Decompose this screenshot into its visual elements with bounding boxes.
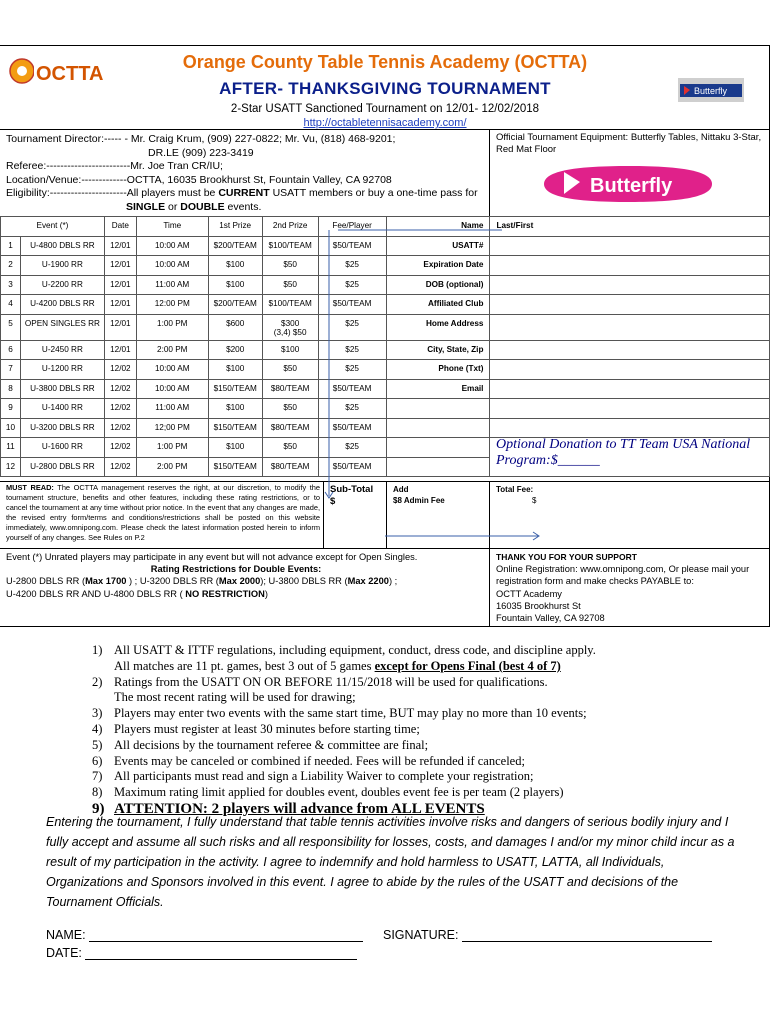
event-date: 12/02 <box>104 457 136 477</box>
second-prize: $80/TEAM <box>262 457 318 477</box>
event-time: 10:00 AM <box>136 379 208 399</box>
mail-city: Fountain Valley, CA 92708 <box>496 613 605 624</box>
entry-fee: $50/TEAM <box>318 418 386 438</box>
rule-number: 4) <box>92 721 103 736</box>
total-fee-label: Total Fee: <box>496 485 534 494</box>
page-title: Orange County Table Tennis Academy (OCTTA) <box>182 52 588 72</box>
list-item <box>92 706 732 722</box>
second-prize: $50 <box>262 275 318 295</box>
event-time: 11:00 AM <box>136 399 208 419</box>
event-date: 12/02 <box>104 418 136 438</box>
first-prize: $150/TEAM <box>208 379 262 399</box>
first-prize: $100 <box>208 360 262 380</box>
event-time: 1:00 PM <box>136 438 208 458</box>
rule-text: Players may enter two events with the same start time, BUT may play no more than 10 events; <box>114 706 587 721</box>
rule-text: Players must register at least 30 minutes before starting time; <box>114 721 420 736</box>
second-prize: $80/TEAM <box>262 418 318 438</box>
event-name: U-1200 RR <box>20 360 104 380</box>
second-prize: $50 <box>262 438 318 458</box>
rule-number: 6) <box>92 753 103 768</box>
rule-number: 3) <box>92 706 103 721</box>
entry-fee: $25 <box>318 314 386 340</box>
restr-text: ) <box>264 588 268 599</box>
row-num: 3 <box>1 275 21 295</box>
event-name: U-2800 DBLS RR <box>20 457 104 477</box>
restr-text: ) ; U-3200 DBLS RR ( <box>126 576 219 587</box>
admin-fee-amount: $8 Admin Fee <box>393 496 445 505</box>
event-time: 11:00 AM <box>136 275 208 295</box>
event-time: 10:00 AM <box>136 236 208 256</box>
restr-max-2000: Max 2000 <box>218 576 261 587</box>
row-num: 1 <box>1 236 21 256</box>
entry-fee: $50/TEAM <box>318 236 386 256</box>
rule-text: All matches are 11 pt. games, best 3 out of 5 games <box>114 658 375 673</box>
attention-text: ATTENTION: 2 players will advance from ALL EVENTS <box>114 800 485 817</box>
list-item <box>92 643 732 659</box>
list-item <box>92 785 732 801</box>
second-prize: $80/TEAM <box>262 379 318 399</box>
first-prize: $100 <box>208 275 262 295</box>
list-item <box>92 690 732 706</box>
rule-opens-final: except for Opens Final (best 4 of 7) <box>374 658 561 673</box>
event-date: 12/02 <box>104 379 136 399</box>
field-label-address: Home Address <box>386 314 490 340</box>
event-name: U-2200 RR <box>20 275 104 295</box>
row-num: 12 <box>1 457 21 477</box>
rule-number: 1) <box>92 643 103 657</box>
entry-fee: $25 <box>318 340 386 360</box>
date-line[interactable] <box>85 947 357 960</box>
referee-line: Referee:------------------------Mr. Joe Tran CR/IU; <box>6 160 223 172</box>
name-line[interactable] <box>89 929 363 942</box>
signature-line[interactable] <box>462 929 712 942</box>
rule-text: Maximum rating limit applied for doubles event, doubles event fee is per team (2 players) <box>114 785 564 800</box>
eligibility-text: Eligibility:----------------------All players must be <box>6 187 219 199</box>
tournament-name: AFTER- THANKSGIVING TOURNAMENT <box>219 79 551 98</box>
admin-fee-add: Add <box>393 485 409 494</box>
must-read-label: MUST READ: <box>6 483 54 492</box>
octta-logo-text: OCTTA <box>36 63 104 85</box>
event-date: 12/02 <box>104 360 136 380</box>
rating-restrictions-line-2 <box>6 588 486 600</box>
row-num: 5 <box>1 314 21 340</box>
second-prize: $100 <box>262 340 318 360</box>
rating-restrictions-title: Rating Restrictions for Double Events: <box>150 564 322 575</box>
must-read-text: The OCTTA management reserves the right, at our discretion, to modify the tournament structure, benefits and other features, including these rating restrictions, or to cancel the tournament at any time without prior notice. In the event that any changes are made, the revised entry form/terms and conditions/restrictions shall be posted on this website immediately, www.omnipong.com. Please check the latest information posted herein to inform yourself of any changes. See Rules on P.2 <box>6 483 320 543</box>
restr-text: ) ; <box>388 576 398 587</box>
rule-text: All participants must read and sign a Liability Waiver to complete your registration; <box>114 769 534 784</box>
list-item <box>92 738 732 754</box>
row-num: 6 <box>1 340 21 360</box>
second-prize: $50 <box>262 360 318 380</box>
entry-fee: $25 <box>318 399 386 419</box>
event-date: 12/01 <box>104 314 136 340</box>
rule-number: 2) <box>92 674 103 689</box>
mail-street: 16035 Brookhurst St <box>496 600 581 611</box>
date-label: DATE: <box>46 946 82 960</box>
rule-text: The most recent rating will be used for drawing; <box>114 690 356 705</box>
first-prize: $200/TEAM <box>208 236 262 256</box>
eligibility-current: CURRENT <box>218 187 270 199</box>
name-label: NAME: <box>46 928 86 942</box>
subtotal-label: Sub-Total <box>330 484 374 495</box>
first-prize: $100 <box>208 399 262 419</box>
header-fee: Fee/Player <box>318 217 386 237</box>
entry-fee: $50/TEAM <box>318 457 386 477</box>
restr-max-2200: Max 2200 <box>347 576 389 587</box>
event-name: U-1900 RR <box>20 256 104 276</box>
field-label-city: City, State, Zip <box>386 340 490 360</box>
restr-text: U-4200 DBLS RR AND U-4800 DBLS RR ( <box>6 588 186 599</box>
first-prize: $150/TEAM <box>208 418 262 438</box>
entry-fee: $50/TEAM <box>318 379 386 399</box>
eligibility-single: SINGLE <box>126 200 166 213</box>
rule-text: All USATT & ITTF regulations, including equipment, conduct, dress code, and discipline apply. <box>114 643 596 657</box>
event-time: 12;00 PM <box>136 418 208 438</box>
rules-list <box>92 643 732 818</box>
row-num: 7 <box>1 360 21 380</box>
field-label-usatt: USATT# <box>386 236 490 256</box>
field-label-club: Affiliated Club <box>386 295 490 315</box>
signature-label: SIGNATURE: <box>383 928 459 942</box>
event-time: 10:00 AM <box>136 360 208 380</box>
field-label-phone: Phone (Txt) <box>386 360 490 380</box>
row-num: 4 <box>1 295 21 315</box>
header-date: Date <box>104 217 136 237</box>
first-prize: $600 <box>208 314 262 340</box>
event-name: U-3200 DBLS RR <box>20 418 104 438</box>
registration-info: Online Registration: www.omnipong.com, Or please mail your registration form and make checks PAYABLE to: <box>496 564 750 587</box>
eligibility-text-2: USATT members or buy a one-time pass for <box>269 187 478 199</box>
list-item <box>92 675 732 691</box>
donation-text: Optional Donation to TT Team USA National Program:$______ <box>496 437 751 468</box>
entry-fee: $50/TEAM <box>318 295 386 315</box>
payee: OCTT Academy <box>496 588 562 599</box>
row-num: 9 <box>1 399 21 419</box>
entry-fee: $25 <box>318 360 386 380</box>
entry-fee: $25 <box>318 275 386 295</box>
list-item <box>92 659 732 675</box>
row-num: 11 <box>1 438 21 458</box>
restr-none: NO RESTRICTION <box>185 588 265 599</box>
header-first-prize: 1st Prize <box>208 217 262 237</box>
entry-fee: $25 <box>318 438 386 458</box>
event-notes <box>6 551 486 600</box>
liability-waiver: Entering the tournament, I fully understand that table tennis activities involve risks and dangers of serious bodily injury and I fully accept and assume all such risks and all responsibility for losses, costs, and damages I and/or my minor child incur as a result of my participation in the activity. I agree to indemnify and hold harmless to USATT, LATTA, all Individuals, Organizations and Sponsors involved in this event. I agree to abide by the rules of the USATT and decisions of the Tournament Officials. <box>46 815 735 909</box>
entry-fee: $25 <box>318 256 386 276</box>
restr-text: U-2800 DBLS RR ( <box>6 576 86 587</box>
director-line-2: DR.LE (909) 223-3419 <box>148 146 254 159</box>
director-line: Tournament Director:----- - Mr. Craig Krum, (909) 227-0822; Mr. Vu, (818) 468-9201; <box>6 133 396 145</box>
thank-you-block <box>496 551 766 624</box>
field-label-dob: DOB (optional) <box>386 275 490 295</box>
second-prize: $100/TEAM <box>262 236 318 256</box>
first-prize: $100 <box>208 256 262 276</box>
event-name: U-3800 DBLS RR <box>20 379 104 399</box>
eligibility-or: or <box>165 200 181 213</box>
header-event: Event (*) <box>1 217 105 237</box>
event-time: 2:00 PM <box>136 457 208 477</box>
signature-field[interactable] <box>383 928 712 942</box>
header-last-first[interactable]: Last/First <box>490 217 770 237</box>
restr-max-1700: Max 1700 <box>85 576 127 587</box>
header-name: Name <box>386 217 490 237</box>
event-time: 1:00 PM <box>136 314 208 340</box>
eligibility-double: DOUBLE <box>180 200 225 213</box>
event-date: 12/01 <box>104 295 136 315</box>
first-prize: $200 <box>208 340 262 360</box>
event-time: 12:00 PM <box>136 295 208 315</box>
list-item <box>92 754 732 770</box>
subtotal-dollar: $ <box>330 496 336 507</box>
restr-text: ); U-3800 DBLS RR ( <box>260 576 348 587</box>
third-fourth-prize: (3,4) $50 <box>273 327 307 337</box>
total-fee-dollar: $ <box>532 496 537 505</box>
event-date: 12/01 <box>104 275 136 295</box>
second-prize: $50 <box>262 256 318 276</box>
event-time: 10:00 AM <box>136 256 208 276</box>
header-time: Time <box>136 217 208 237</box>
row-num: 2 <box>1 256 21 276</box>
field-label-email: Email <box>386 379 490 399</box>
rating-restrictions-line-1 <box>6 575 486 587</box>
thank-you-title: THANK YOU FOR YOUR SUPPORT <box>496 552 637 562</box>
second-prize: $50 <box>262 399 318 419</box>
event-name: U-1400 RR <box>20 399 104 419</box>
name-field[interactable] <box>46 928 363 942</box>
rule-number: 7) <box>92 769 103 784</box>
first-prize: $100 <box>208 438 262 458</box>
butterfly-logo-text: Butterfly <box>590 175 673 197</box>
event-date: 12/02 <box>104 399 136 419</box>
event-name: OPEN SINGLES RR <box>20 314 104 340</box>
unrated-note: Event (*) Unrated players may participate in any event but will not advance except for Open Singles. <box>6 552 418 562</box>
event-name: U-2450 RR <box>20 340 104 360</box>
event-name: U-1600 RR <box>20 438 104 458</box>
butterfly-header-logo-text: Butterfly <box>694 86 728 96</box>
second-prize: $100/TEAM <box>262 295 318 315</box>
event-name: U-4800 DBLS RR <box>20 236 104 256</box>
website-link[interactable]: http://octabletennisacademy.com/ <box>303 117 467 129</box>
row-num: 8 <box>1 379 21 399</box>
rule-number: 5) <box>92 737 103 752</box>
rule-text: Ratings from the USATT ON OR BEFORE 11/15/2018 will be used for qualifications. <box>114 674 548 689</box>
rule-number: 8) <box>92 785 103 800</box>
eligibility-events: events. <box>224 200 262 213</box>
rule-text: Events may be canceled or combined if needed. Fees will be refunded if canceled; <box>114 753 525 768</box>
sanction-line: 2-Star USATT Sanctioned Tournament on 12/01- 12/02/2018 <box>230 103 540 115</box>
event-date: 12/01 <box>104 256 136 276</box>
date-field[interactable] <box>46 946 357 960</box>
list-item <box>92 769 732 785</box>
equipment-note: Official Tournament Equipment: Butterfly Tables, Nittaku 3-Star, Red Mat Floor <box>496 132 762 155</box>
field-label-expiration: Expiration Date <box>386 256 490 276</box>
rule-text: All decisions by the tournament referee & committee are final; <box>114 737 429 752</box>
first-prize: $150/TEAM <box>208 457 262 477</box>
rule-number: 9) <box>92 800 105 817</box>
event-date: 12/02 <box>104 438 136 458</box>
venue-line: Location/Venue:-------------OCTTA, 16035 Brookhurst St, Fountain Valley, CA 92708 <box>6 173 392 186</box>
second-prize-value: $300 <box>281 318 300 328</box>
header-second-prize: 2nd Prize <box>262 217 318 237</box>
event-date: 12/01 <box>104 340 136 360</box>
first-prize: $200/TEAM <box>208 295 262 315</box>
event-date: 12/01 <box>104 236 136 256</box>
event-name: U-4200 DBLS RR <box>20 295 104 315</box>
row-num: 10 <box>1 418 21 438</box>
event-time: 2:00 PM <box>136 340 208 360</box>
list-item <box>92 722 732 738</box>
